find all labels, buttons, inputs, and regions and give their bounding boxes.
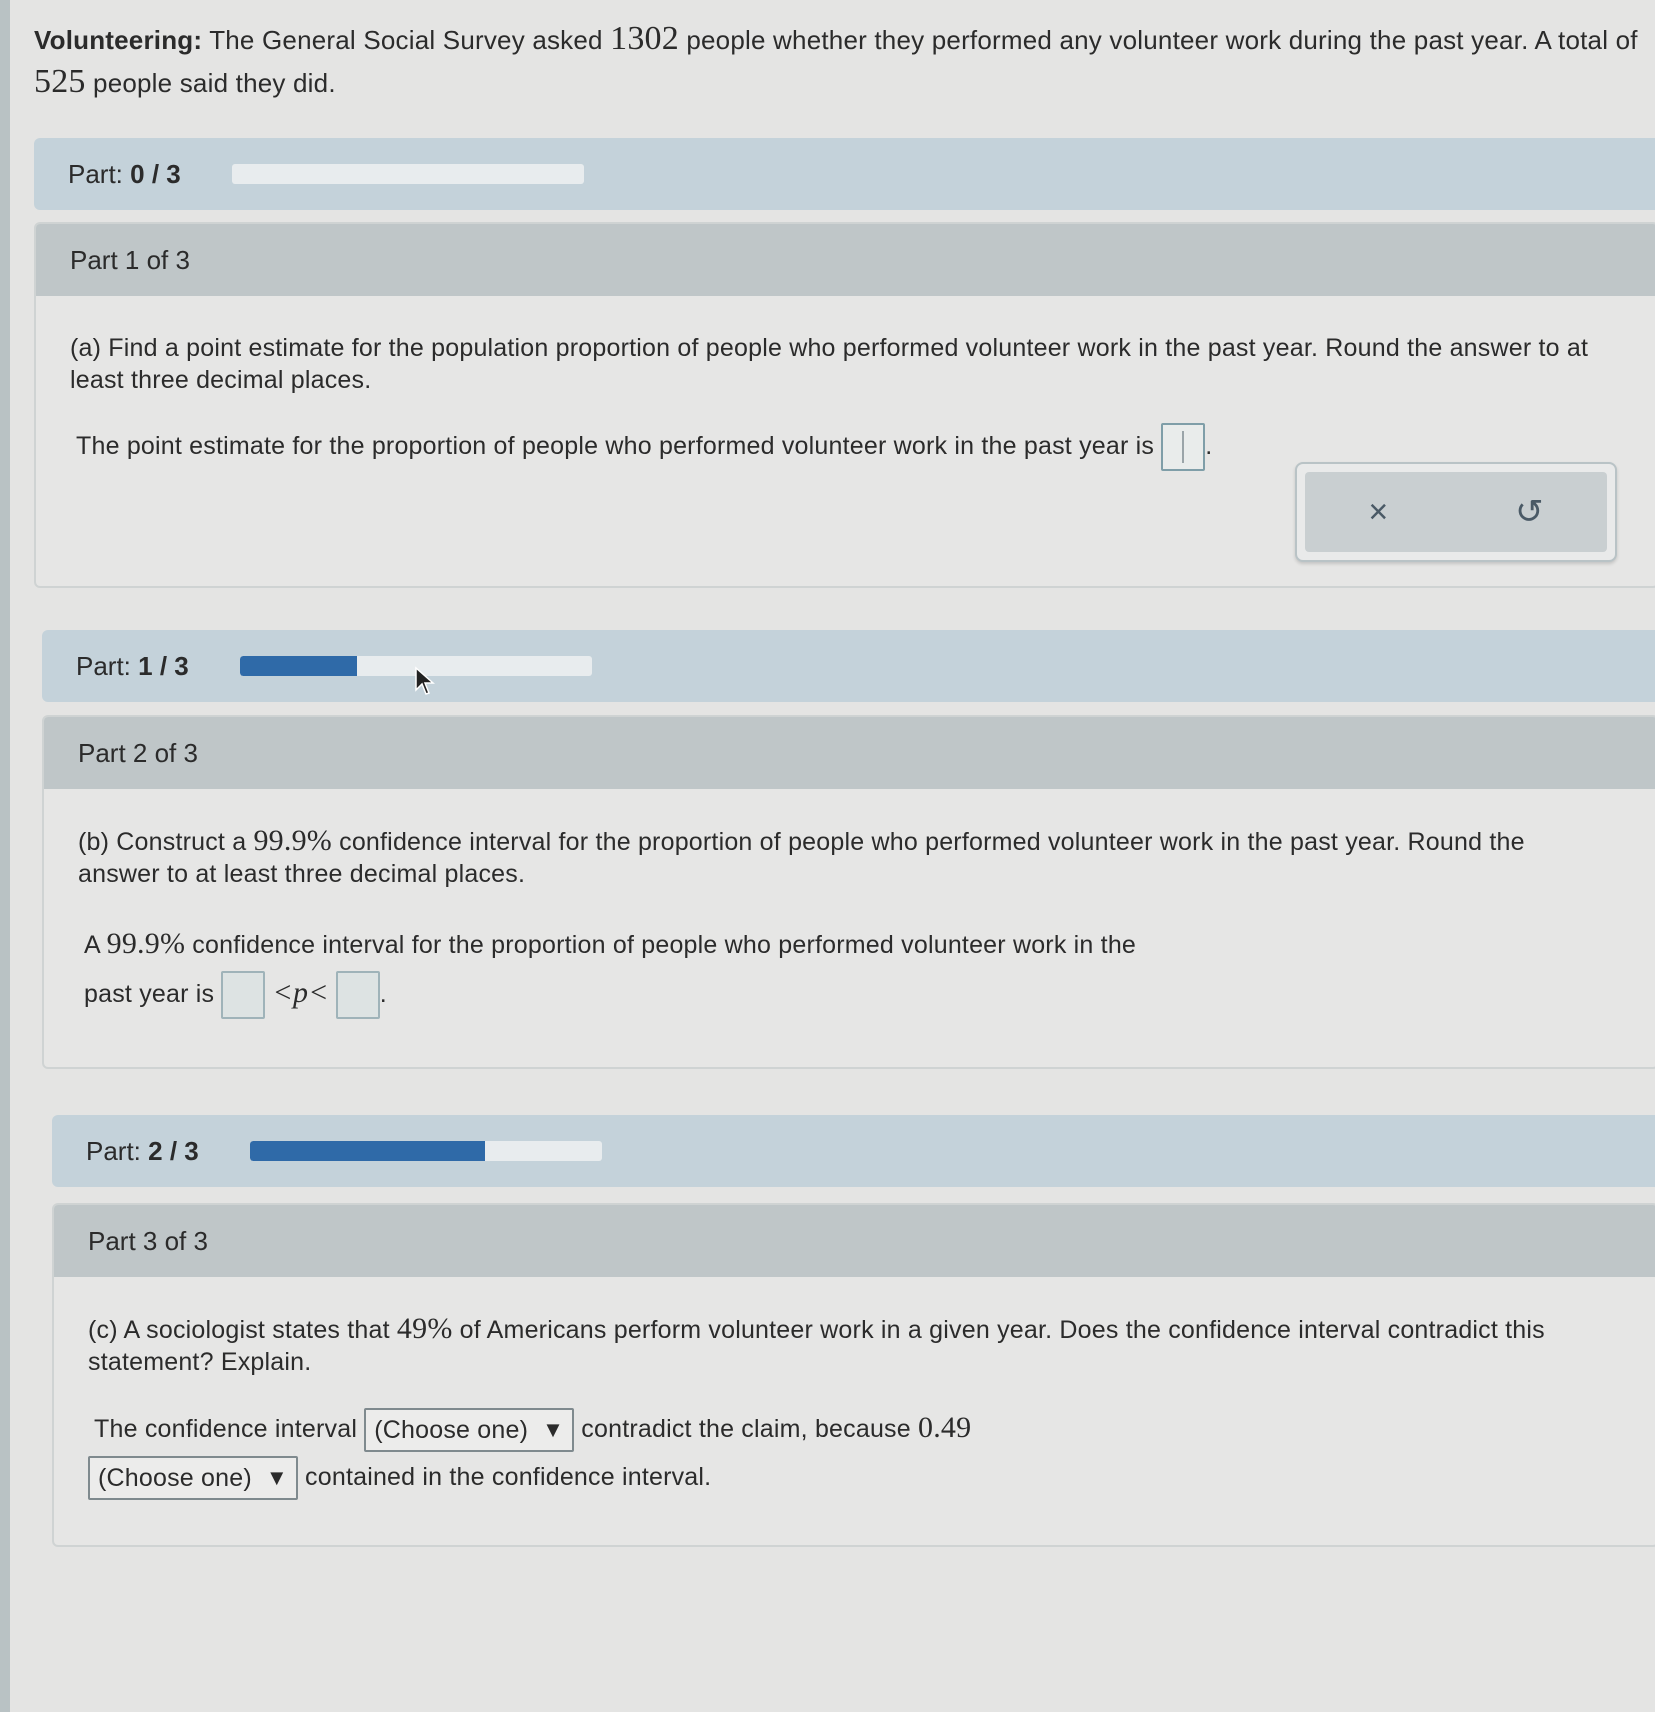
claim-percent: 49%: [396, 1312, 453, 1345]
answer-tool-panel: [1295, 462, 1617, 562]
part-3-question: [88, 1313, 1568, 1378]
question-text: (b) Construct a: [78, 828, 254, 856]
part-1-header: Part 1 of 3: [36, 224, 1655, 296]
part-2-interval-line: [78, 969, 1623, 1019]
dropdown-arrow-icon: ▼: [265, 1465, 288, 1491]
progress-fill: [240, 656, 357, 676]
claim-value: 0.49: [918, 1411, 972, 1444]
intro-text: The General Social Survey asked: [202, 25, 611, 55]
dropdown-arrow-icon: ▼: [542, 1417, 565, 1443]
progress-fill: [250, 1141, 485, 1161]
progress-track: [232, 164, 584, 184]
answer-text-3: contained in the confidence interval.: [305, 1463, 712, 1491]
progress-value: 0 / 3: [130, 158, 181, 189]
contradict-select[interactable]: [364, 1408, 574, 1452]
undo-answer-button[interactable]: ↺: [1515, 493, 1544, 531]
sample-size: 1302: [610, 20, 679, 57]
confidence-level-2: 99.9%: [106, 927, 186, 960]
answer-text: The confidence interval: [94, 1415, 358, 1443]
progress-label: Part: 2 / 3: [86, 1135, 199, 1166]
inequality-symbol: <p<: [272, 976, 329, 1009]
intro-title: Volunteering:: [34, 25, 203, 55]
problem-page: [10, 0, 1655, 1712]
clear-answer-button[interactable]: ×: [1368, 493, 1389, 531]
select-value: (Choose one): [374, 1416, 529, 1445]
progress-row-2: [42, 630, 1655, 702]
part-3-header: Part 3 of 3: [54, 1205, 1655, 1277]
progress-label: Part: 0 / 3: [68, 158, 181, 189]
answer-suffix: .: [1205, 432, 1213, 460]
part-3-answer-line-2: [88, 1453, 1623, 1501]
progress-value: 1 / 3: [138, 650, 189, 681]
lower-bound-input[interactable]: [221, 971, 265, 1019]
mouse-pointer-icon: [414, 666, 436, 696]
answer-prefix: The point estimate for the proportion of people who performed volunteer work in the past year is: [76, 432, 1155, 460]
part-3-answer-line: [88, 1404, 1623, 1453]
confidence-level: 99.9%: [253, 824, 332, 857]
answer-text-2: confidence interval for the proportion of people who performed volunteer work in the: [185, 931, 1137, 959]
part-2-card: [42, 715, 1655, 1069]
question-text-2: of Americans perform volunteer work in a given year. Does the confidence interval contradict this statement? Explain.: [88, 1316, 1545, 1376]
upper-bound-input[interactable]: [336, 971, 380, 1019]
part-2-answer-line: [78, 920, 1623, 969]
answer-text: A: [84, 931, 107, 959]
question-text-2: confidence interval for the proportion of people who performed volunteer work in the past year. Round the answer to at least three decimal places.: [78, 828, 1525, 888]
progress-label: Part: 1 / 3: [76, 650, 189, 681]
progress-value: 2 / 3: [148, 1135, 199, 1166]
progress-track: [250, 1141, 602, 1161]
point-estimate-input[interactable]: [1161, 423, 1205, 471]
progress-row-1: [34, 138, 1655, 210]
problem-intro: [34, 18, 1644, 104]
answer-end: .: [379, 980, 387, 1008]
answer-text-3: past year is: [84, 980, 215, 1008]
question-text: (c) A sociologist states that: [88, 1316, 397, 1344]
select-value: (Choose one): [98, 1464, 252, 1493]
part-1-card: [34, 222, 1655, 588]
part-3-card: [52, 1203, 1655, 1547]
part-1-answer-line: [70, 422, 1256, 471]
part-2-header: Part 2 of 3: [44, 717, 1655, 789]
answer-text-2: contradict the claim, because: [581, 1415, 911, 1443]
part-2-question: [78, 825, 1598, 890]
text-caret: [1182, 431, 1184, 463]
progress-row-3: [52, 1115, 1655, 1187]
success-count: 525: [34, 63, 86, 100]
part-1-question: (a) Find a point estimate for the population proportion of people who performed volunteer work in the past year. Round the answer to at least three decimal places.: [70, 334, 1589, 394]
contained-select[interactable]: [88, 1456, 298, 1500]
intro-text-3: people said they did.: [85, 68, 336, 98]
intro-text-2: people whether they performed any volunteer work during the past year. A total of: [678, 25, 1638, 55]
